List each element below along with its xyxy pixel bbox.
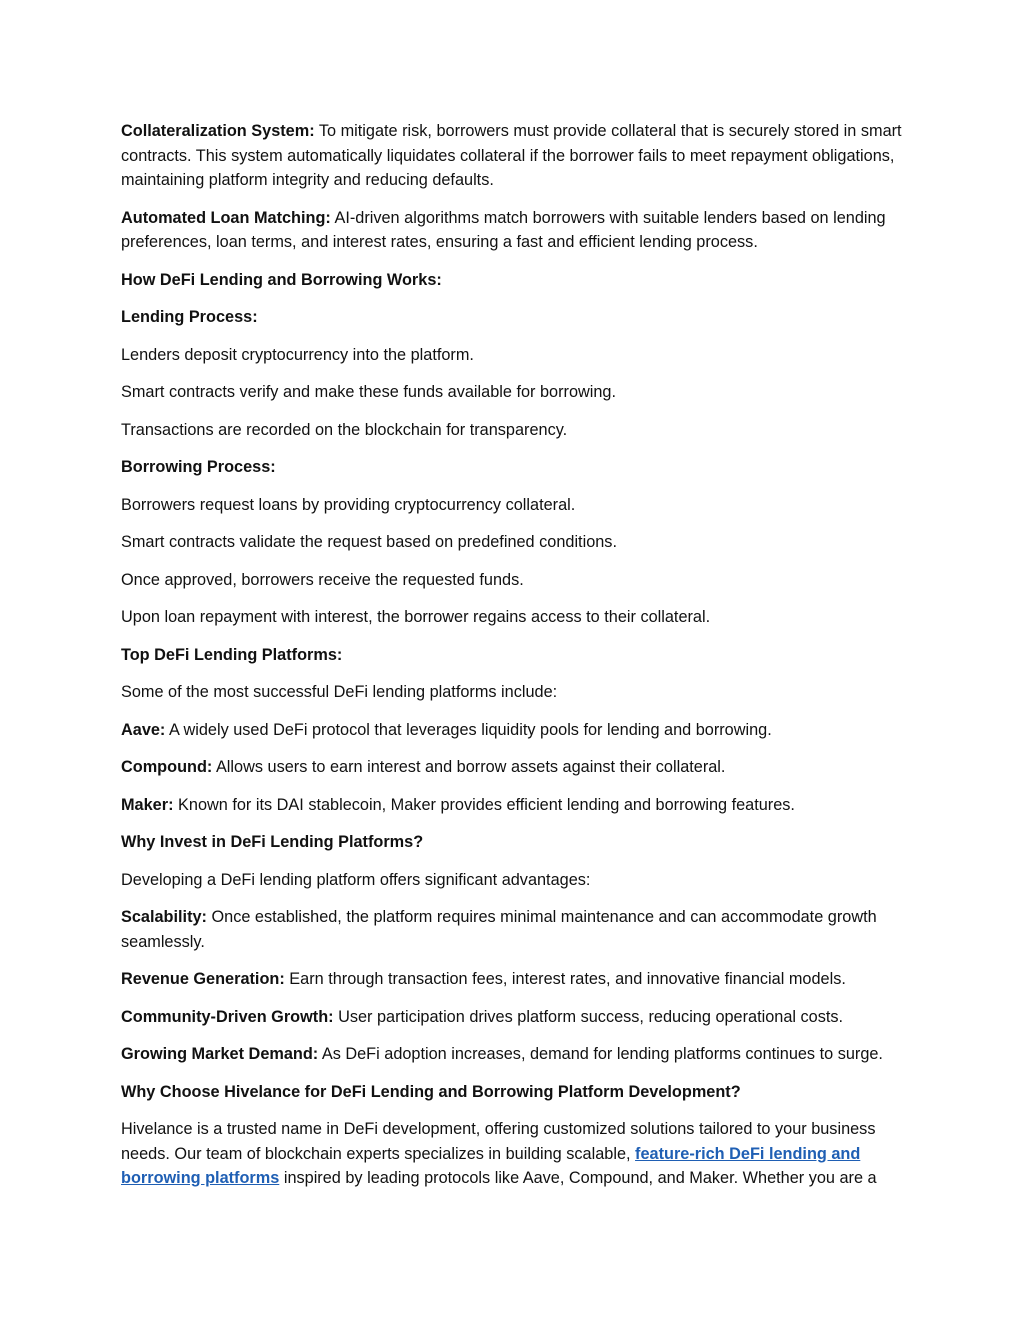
- advantage-text: Once established, the platform requires minimal maintenance and can accommodate growth seamlessly.: [121, 908, 877, 951]
- hivelance-text-after: inspired by leading protocols like Aave, Compound, and Maker. Whether you are a: [279, 1169, 877, 1187]
- advantage-label: Scalability:: [121, 908, 207, 926]
- platform-text: A widely used DeFi protocol that leverages liquidity pools for lending and borrowing.: [165, 720, 772, 739]
- document-page: [121, 119, 911, 1204]
- loan-matching-text: AI-driven algorithms match borrowers with suitable lenders based on lending preferences, loan terms, and interest rates, ensuring a fast and efficient lending process.: [121, 208, 886, 251]
- borrowing-step: Borrowers request loans by providing cryptocurrency collateral.: [121, 495, 576, 514]
- collateralization-label: Collateralization System:: [121, 122, 315, 140]
- paragraph-hivelance: [121, 1117, 911, 1191]
- borrowing-step: Once approved, borrowers receive the requested funds.: [121, 570, 524, 589]
- paragraph-collateralization: [121, 119, 911, 193]
- borrowing-step: Smart contracts validate the request based on predefined conditions.: [121, 533, 617, 551]
- advantage-label: Community-Driven Growth:: [121, 1007, 334, 1026]
- platform-label: Maker:: [121, 795, 174, 814]
- advantage-text: User participation drives platform success, reducing operational costs.: [333, 1007, 844, 1026]
- lending-step: Transactions are recorded on the blockchain for transparency.: [121, 420, 568, 439]
- lending-step: Smart contracts verify and make these funds available for borrowing.: [121, 383, 617, 401]
- borrowing-step: Upon loan repayment with interest, the borrower regains access to their collateral.: [121, 608, 711, 626]
- platform-text: Allows users to earn interest and borrow assets against their collateral.: [212, 758, 726, 776]
- heading-borrowing-process: Borrowing Process:: [121, 458, 276, 476]
- heading-lending-process: Lending Process:: [121, 308, 258, 326]
- platform-text: Known for its DAI stablecoin, Maker provides efficient lending and borrowing features.: [173, 795, 795, 814]
- heading-why-invest: Why Invest in DeFi Lending Platforms?: [121, 833, 424, 851]
- platform-item: [121, 793, 911, 818]
- advantage-text: As DeFi adoption increases, demand for lending platforms continues to surge.: [318, 1045, 883, 1063]
- paragraph-loan-matching: [121, 206, 911, 255]
- heading-top-platforms: Top DeFi Lending Platforms:: [121, 645, 343, 664]
- advantage-label: Growing Market Demand:: [121, 1045, 319, 1063]
- advantage-label: Revenue Generation:: [121, 970, 285, 988]
- advantage-text: Earn through transaction fees, interest rates, and innovative financial models.: [284, 970, 846, 988]
- advantage-item: [121, 1042, 911, 1067]
- lending-step: Lenders deposit cryptocurrency into the platform.: [121, 345, 474, 364]
- heading-how-it-works: How DeFi Lending and Borrowing Works:: [121, 270, 442, 289]
- defi-platforms-link[interactable]: feature-rich DeFi lending and borrowing platforms: [121, 1144, 861, 1187]
- platform-item: [121, 755, 911, 780]
- why-invest-intro: Developing a DeFi lending platform offers significant advantages:: [121, 870, 591, 889]
- top-platforms-intro: Some of the most successful DeFi lending platforms include:: [121, 683, 558, 701]
- advantage-item: [121, 1005, 911, 1030]
- collateralization-text: To mitigate risk, borrowers must provide collateral that is securely stored in smart contracts. This system automatically liquidates collateral if the borrower fails to meet repayment obligations, maintaining platform integrity and reducing defaults.: [121, 122, 902, 189]
- platform-item: [121, 718, 911, 743]
- advantage-item: [121, 967, 911, 992]
- loan-matching-label: Automated Loan Matching:: [121, 208, 331, 227]
- platform-label: Compound:: [121, 758, 213, 776]
- platform-label: Aave:: [121, 720, 166, 739]
- advantage-item: [121, 905, 911, 954]
- heading-why-choose-hivelance: Why Choose Hivelance for DeFi Lending and Borrowing Platform Development?: [121, 1082, 741, 1101]
- hivelance-text-before: Hivelance is a trusted name in DeFi development, offering customized solutions tailored to your business needs. Our team of blockchain experts specializes in building scalable,: [121, 1120, 876, 1163]
